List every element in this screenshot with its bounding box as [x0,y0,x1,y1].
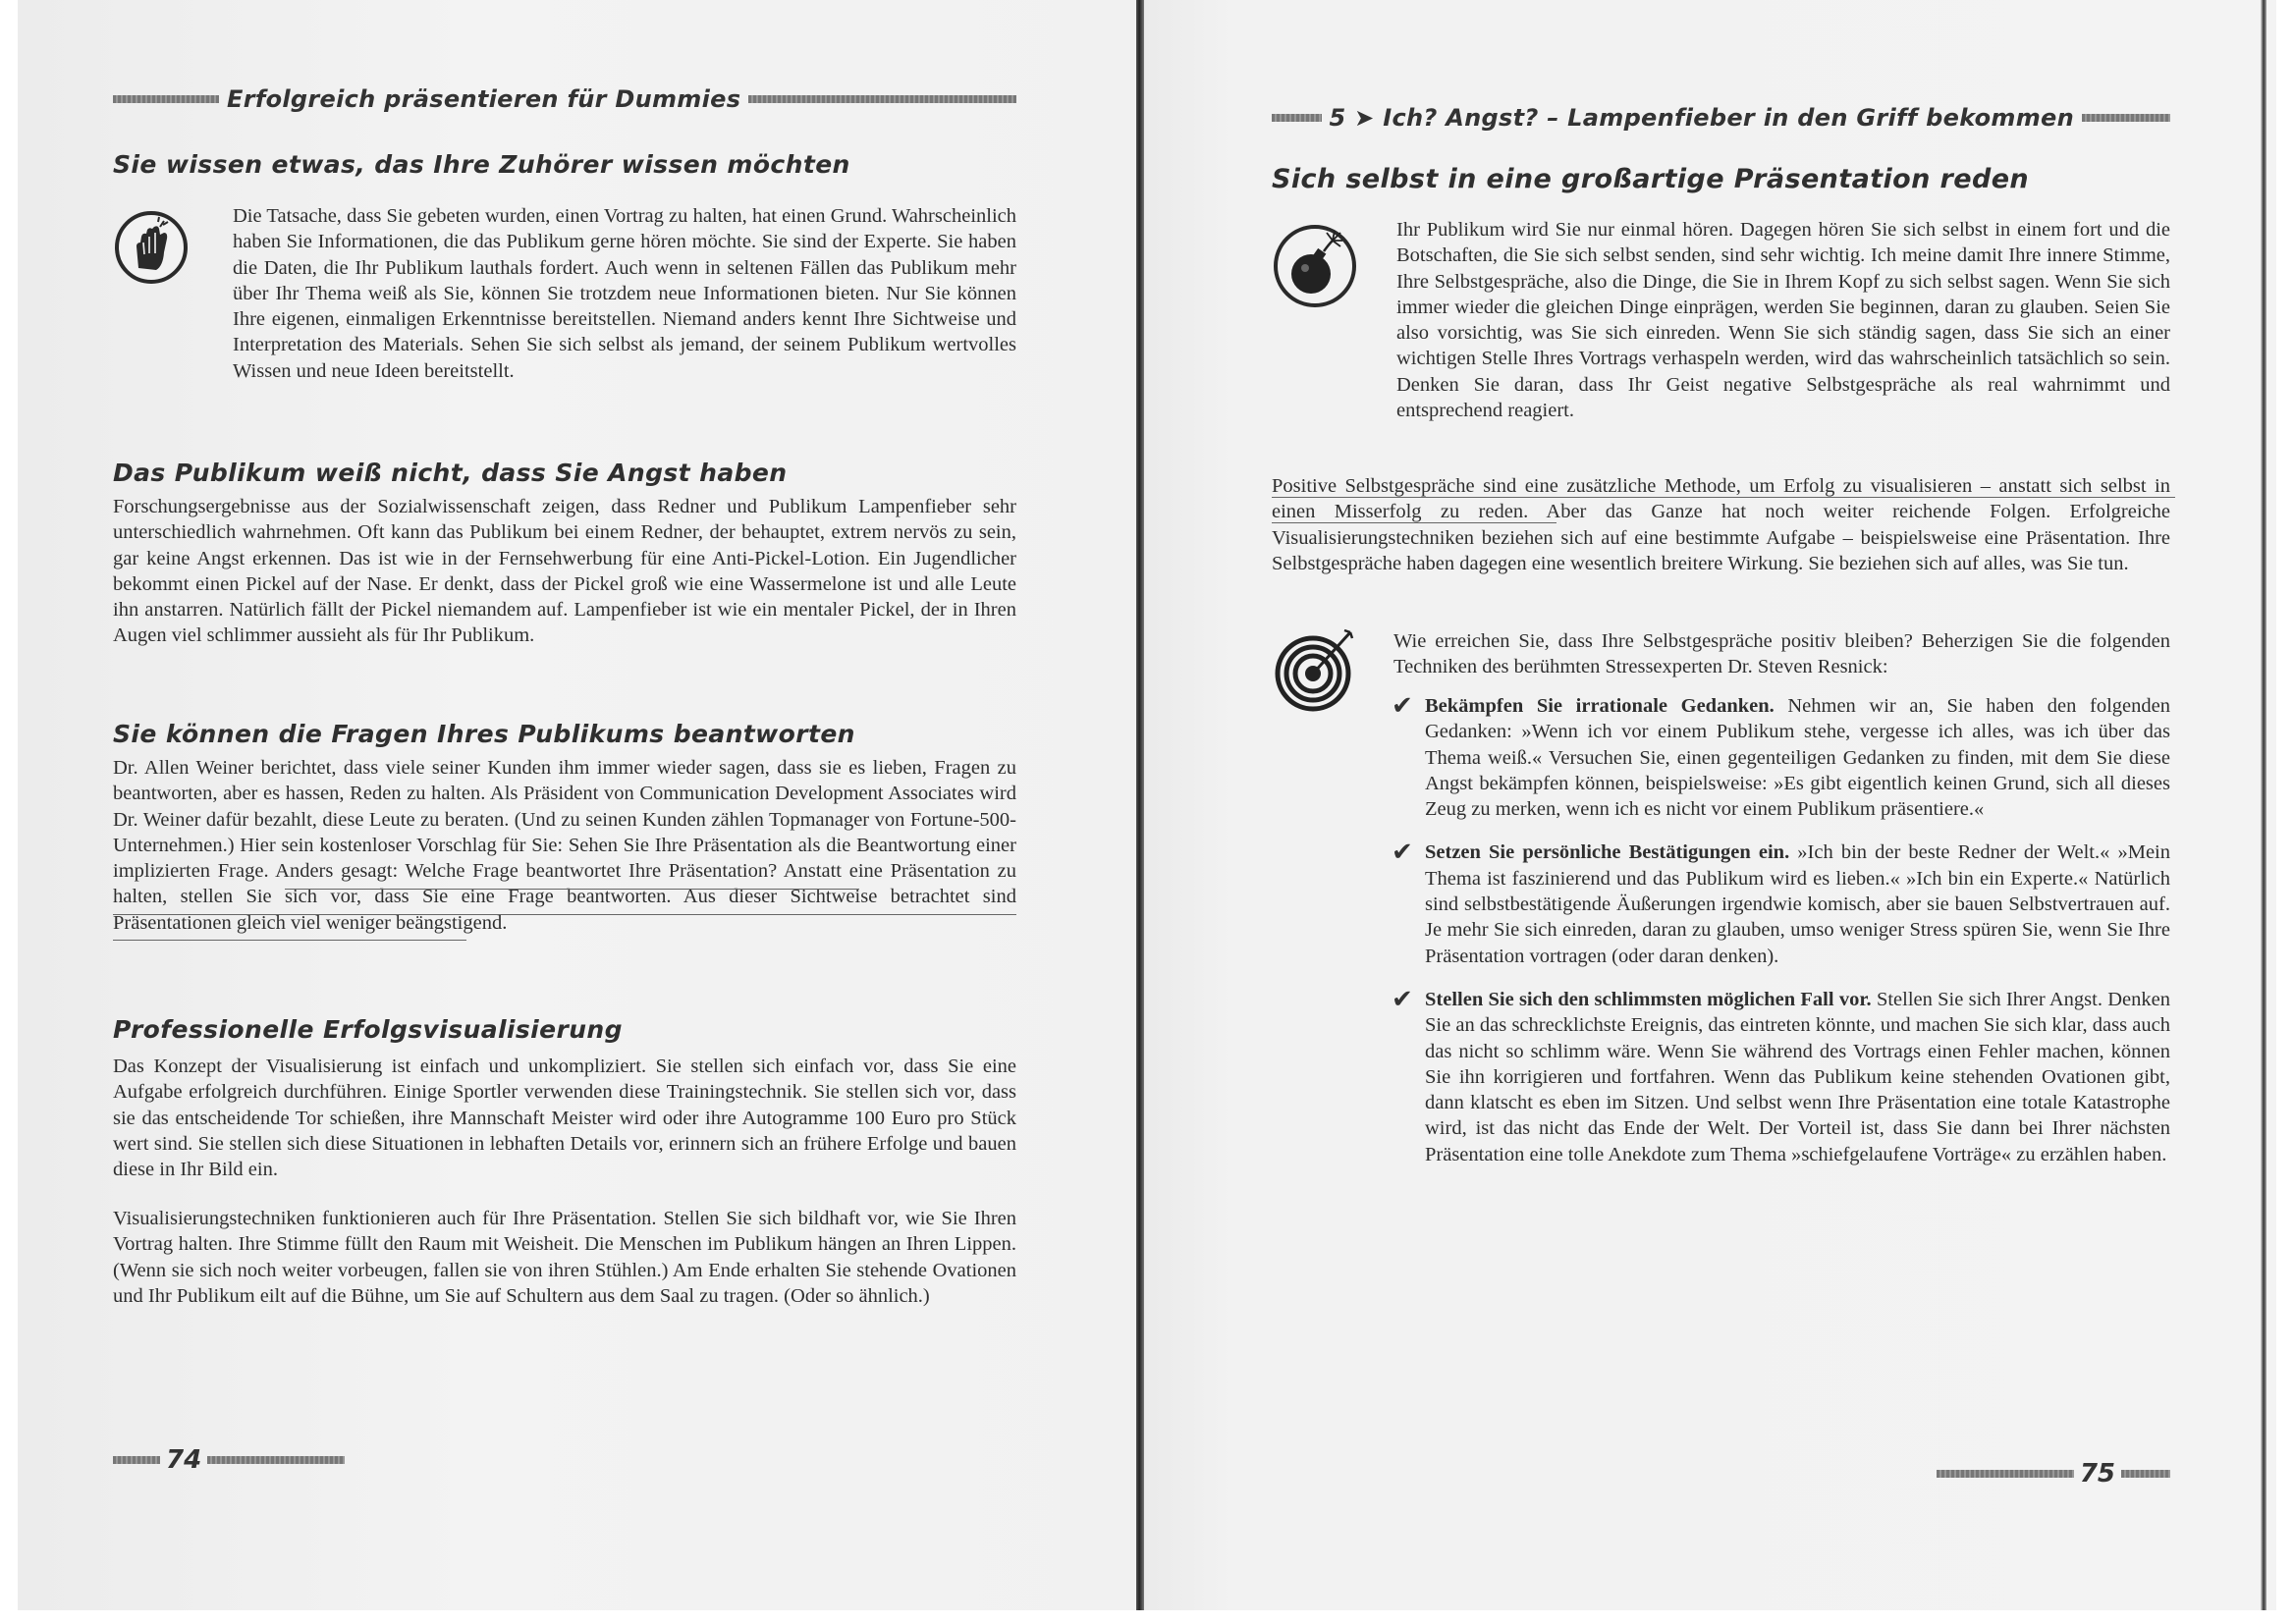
section-heading: Das Publikum weiß nicht, dass Sie Angst haben [113,459,788,487]
bullet-text: Nehmen wir an, Sie haben den folgenden Gedanken: »Wenn ich vor einem Publikum stehe, vergesse ich alles, was ich über das Thema weiß.« Versuchen Sie, einen gegenteiligen Gedanken zu finden, mit dem Sie diese Angst bekämpfen können, beispielsweise: »Es gibt eigentlich keinen Grund, sich all dieses Zeug zu merken, wenn ich es nicht vor einem Publikum präsentiere.« [1425,695,2170,821]
check-icon: ✔ [1392,838,1413,868]
right-folio [1937,1459,2170,1489]
page-edge [2261,0,2267,1610]
rule [1272,114,1322,122]
check-icon: ✔ [1392,691,1413,721]
page-number: 75 [2079,1459,2115,1489]
paragraph: Ihr Publikum wird Sie nur einmal hören. Dagegen hören Sie sich selbst in einem fort und die Botschaften, die Sie sich selbst senden, sind sehr wichtig. Ich meine damit Ihre innere Stimme, Ihre Selbstgespräche, also die Dinge, die Sie in Ihrem Kopf zu sich selbst sagen. Wenn Sie sich immer wieder die gleichen Dinge einprägen, werden Sie beginnen, daran zu glauben. Seien Sie also vorsichtig, was Sie sich einreden. Wenn Sie sich ständig sagen, dass Sie sich an einer wichtigen Stelle Ihres Vortrags verhaspeln werden, wird das wahrscheinlich tatsächlich so sein. Denken Sie daran, dass Ihr Geist negative Selbstgespräche als real wahrnimmt und entsprechend reagiert. [1396,219,2170,422]
pen-underline [1272,497,2175,498]
rule [113,95,219,103]
section-paragraph: Die Tatsache, dass Sie gebeten wurden, einen Vortrag zu halten, hat einen Grund. Wahrscheinlich haben Sie Informationen, die das Publikum gerne hören möchte. Sie sind der Experte. Sie haben die Daten, die Ihr Publikum lauthals fordert. Auch wenn in seltenen Fällen das Publikum mehr über Ihr Thema weiß als Sie, können Sie trotzdem neue Informationen bieten. Nur Sie können Ihre eigenen, einmaligen Erkenntnisse bereitstellen. Niemand anders kennt Ihre Sichtweise und Interpretation des Materials. Sehen Sie sich selbst als jemand, der seinem Publikum wertvolles Wissen und neue Ideen bereitstellt. [233,205,1016,382]
pen-underline [1272,522,1557,523]
left-page [113,0,1016,1610]
section-heading: Professionelle Erfolgsvisualisierung [113,1015,623,1044]
rule [748,95,1016,103]
running-head-text: 5 ➤ Ich? Angst? – Lampenfieber in den Griff bekommen [1329,104,2074,132]
bullet-text: »Ich bin der beste Redner der Welt.« »Mein Thema ist faszinierend und das Publikum wird es lieben.« »Ich bin ein Experte.« Natürlich sind selbstbestätigende Äußerungen irgendwie komisch, aber sie bauen Selbstvertrauen auf. Je mehr Sie sich einreden, daran zu glauben, umso weniger Stress spüren Sie, wenn Sie Ihre Präsentation vortragen (oder daran denken). [1425,841,2170,967]
left-running-head [113,84,1016,114]
pen-underline [113,914,1016,915]
running-head-text: Erfolgreich präsentieren für Dummies [227,85,741,113]
bomb-icon [1272,223,1358,309]
section-paragraph: Das Konzept der Visualisierung ist einfach und unkompliziert. Sie stellen sich einfach vor, dass Sie eine Aufgabe erfolgreich durchführen. Einige Sportler verwenden diese Trainingstechnik. Sie stellen sich vor, dass sie das entscheidende Tor schießen, ihre Mannschaft Meister wird oder ihre Autogramme 100 Euro pro Stück wert sind. Sie stellen sich diese Situationen in lebhaften Details vor, erinnern sich an frühere Erfolge und bauen diese in Ihr Bild ein. [113,1056,1016,1181]
target-icon [1272,624,1360,713]
page-number: 74 [166,1445,202,1475]
rule [1937,1470,2074,1478]
list-item [1392,839,2170,968]
section-heading: Sie können die Fragen Ihres Publikums beantworten [113,720,855,748]
rule [207,1456,345,1464]
rule [113,1456,160,1464]
rule [2082,114,2170,122]
hand-raised-icon [113,209,190,286]
right-running-head [1272,103,2170,133]
bullet-text: Stellen Sie sich Ihrer Angst. Denken Sie an das schrecklichste Ereignis, das eintreten könnte, und machen Sie sich klar, dass auch das nicht so schlimm wäre. Wenn Sie während des Vortrags einen Fehler machen, können Sie ihn korrigieren und fortfahren. Wenn das Publikum keine stehenden Ovationen gibt, dann klatscht es eben im Sitzen. Und selbst wenn Ihre Präsentation eine totale Katastrophe wird, ist das nicht das Ende der Welt. Der Vorteil ist, dass Sie dann bei Ihrer nächsten Präsentation eine tolle Anekdote zum Thema »schiefgelaufene Vorträge« zu erzählen haben. [1425,988,2170,1165]
bullet-title: Stellen Sie sich den schlimmsten möglichen Fall vor. [1425,988,1872,1010]
technique-list [1392,693,2170,1185]
list-item [1392,693,2170,822]
right-page [1272,0,2170,1610]
left-folio [113,1445,345,1475]
bullet-title: Bekämpfen Sie irrationale Gedanken. [1425,695,1775,717]
bullet-title: Setzen Sie persönliche Bestätigungen ein. [1425,841,1790,864]
pen-underline [113,940,466,941]
rule [2121,1470,2170,1478]
check-icon: ✔ [1392,984,1413,1014]
section-paragraph: Dr. Allen Weiner berichtet, dass viele seiner Kunden ihm immer wieder sagen, dass sie es lieben, Fragen zu beantworten, aber es hassen, Reden zu halten. Als Präsident von Communication Development Associates wird Dr. Weiner dafür bezahlt, diese Leute zu beraten. (Und zu seinen Kunden zählen Topmanager von Fortune-500-Unternehmen.) Hier sein kostenloser Vorschlag für Sie: Sehen Sie Ihre Präsentation als die Beantwortung einer implizierten Frage. Anders gesagt: Welche Frage beantwortet Ihre Präsentation? Anstatt eine Präsentation zu halten, stellen Sie sich vor, dass Sie eine Frage beantworten. Aus dieser Sichtweise betrachtet sind Präsentationen gleich viel weniger beängstigend. [113,757,1016,934]
section-paragraph: Forschungsergebnisse aus der Sozialwissenschaft zeigen, dass Redner und Publikum Lampenfieber sehr unterschiedlich wahrnehmen. Oft kann das Publikum bei einem Redner, der behauptet, extrem nervös zu sein, gar keine Angst erkennen. Das ist wie in der Fernsehwerbung für eine Anti-Pickel-Lotion. Ein Jugendlicher bekommt einen Pickel auf der Nase. Er denkt, dass der Pickel groß wie eine Wassermelone ist und alle Leute ihn anstarren. Natürlich fällt der Pickel niemandem auf. Lampenfieber ist wie ein mentaler Pickel, der in Ihren Augen viel schlimmer aussieht als für Ihr Publikum. [113,496,1016,647]
section-heading: Sich selbst in eine großartige Präsentation reden [1272,164,2030,194]
pen-underline [285,889,859,890]
paragraph: Positive Selbstgespräche sind eine zusätzliche Methode, um Erfolg zu visualisieren – anstatt sich selbst in einen Misserfolg zu reden. Aber das Ganze hat noch weiter reichende Folgen. Erfolgreiche Visualisierungstechniken beziehen sich auf eine bestimmte Aufgabe – beispielsweise eine Präsentation. Ihre Selbstgespräche haben dagegen eine wesentlich breitere Wirkung. Sie beziehen sich auf alles, was Sie tun. [1272,475,2170,574]
book-gutter [1136,0,1144,1610]
section-heading: Sie wissen etwas, das Ihre Zuhörer wissen möchten [113,150,850,179]
list-item [1392,984,2170,1167]
section-paragraph: Visualisierungstechniken funktionieren auch für Ihre Präsentation. Stellen Sie sich bildhaft vor, wie Sie Ihren Vortrag halten. Ihre Stimme füllt den Raum mit Weisheit. Die Menschen im Publikum hängen an Ihren Lippen. (Wenn sie sich noch weiter vorbeugen, fallen sie von ihren Stühlen.) Am Ende erhalten Sie stehende Ovationen und Ihr Publikum eilt auf die Bühne, um Sie auf Schultern aus dem Saal zu tragen. (Oder so ähnlich.) [113,1208,1016,1307]
paragraph: Wie erreichen Sie, dass Ihre Selbstgespräche positiv bleiben? Beherzigen Sie die folgenden Techniken des berühmten Stressexperten Dr. Steven Resnick: [1393,630,2170,678]
